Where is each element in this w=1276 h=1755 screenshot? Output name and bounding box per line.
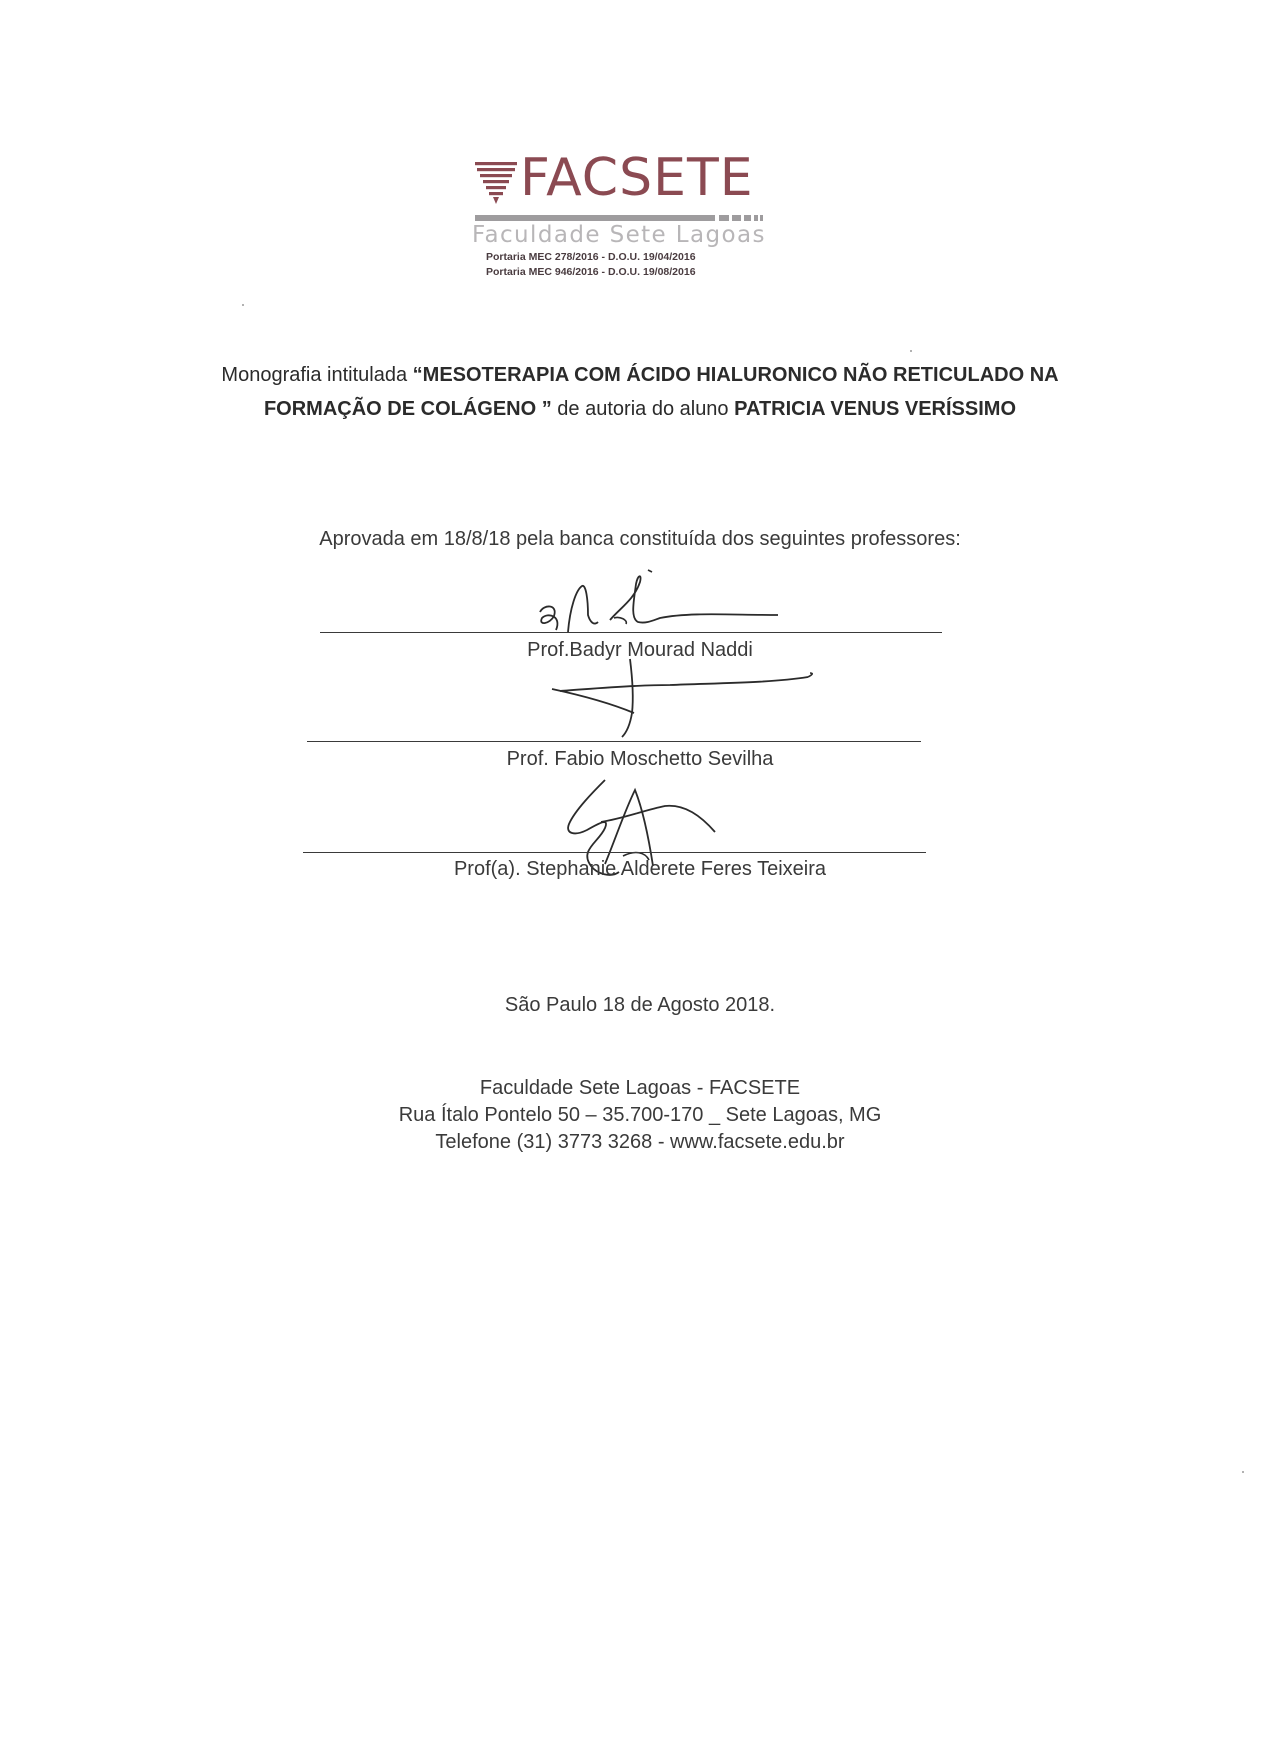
address-line: Telefone (31) 3773 3268 - www.facsete.edu.br bbox=[435, 1131, 845, 1153]
logo-divider-bar bbox=[475, 213, 763, 222]
monograph-title: “MESOTERAPIA COM ÁCIDO HIALURONICO NÃO RETICULADO NA FORMAÇÃO DE COLÁGENO ” bbox=[263, 364, 1059, 420]
approval-statement: Aprovada em 18/8/18 pela banca constituída dos seguintes professores: bbox=[319, 528, 961, 550]
address-line: Rua Ítalo Pontelo 50 – 35.700-170 _ Sete Lagoas, MG bbox=[398, 1104, 882, 1126]
scan-speck bbox=[242, 304, 244, 306]
ordinance-line: Portaria MEC 278/2016 - D.O.U. 19/04/2016 bbox=[486, 251, 696, 263]
committee-member-name: Prof(a). Stephanie Alderete Feres Teixeira bbox=[453, 858, 827, 880]
address-line: Faculdade Sete Lagoas - FACSETE bbox=[479, 1077, 801, 1099]
signature-line bbox=[320, 632, 942, 633]
scan-speck bbox=[910, 350, 912, 352]
institution-address-block bbox=[200, 1075, 1080, 1156]
signature-fabio bbox=[550, 655, 850, 755]
scan-speck bbox=[1242, 1471, 1244, 1473]
signature-line bbox=[307, 741, 921, 742]
author-name: PATRICIA VENUS VERÍSSIMO bbox=[734, 398, 1017, 420]
facsete-emblem-icon bbox=[475, 162, 517, 204]
title-middle: de autoria do aluno bbox=[551, 398, 735, 420]
title-prefix: Monografia intitulada bbox=[221, 364, 413, 386]
monograph-title-paragraph bbox=[200, 358, 1080, 426]
facsete-logo bbox=[470, 150, 770, 290]
logo-subtitle: Faculdade Sete Lagoas bbox=[472, 222, 766, 248]
committee-member-name: Prof.Badyr Mourad Naddi bbox=[527, 639, 753, 661]
logo-wordmark: FACSETE bbox=[520, 148, 754, 208]
ordinance-line: Portaria MEC 946/2016 - D.O.U. 19/08/2016 bbox=[486, 266, 696, 278]
signature-line bbox=[303, 852, 926, 853]
committee-member-name: Prof. Fabio Moschetto Sevilha bbox=[506, 748, 774, 770]
place-and-date: São Paulo 18 de Agosto 2018. bbox=[504, 994, 776, 1016]
